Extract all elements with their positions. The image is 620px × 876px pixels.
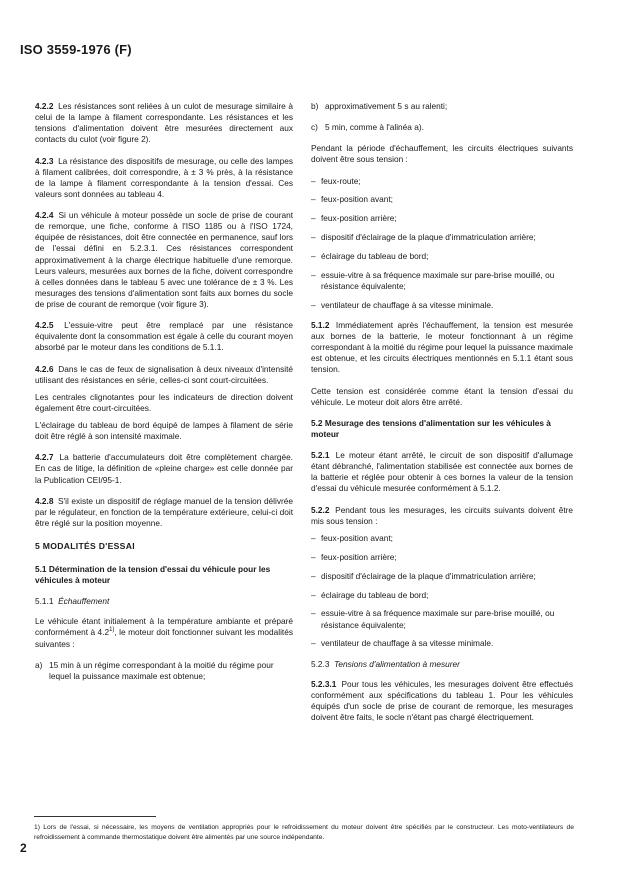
clause-4-2-3 bbox=[35, 156, 293, 200]
paragraph: Les centrales clignotantes pour les indicateurs de direction doivent également être court-circuitées. bbox=[35, 391, 293, 413]
clause-5-1-2 bbox=[311, 320, 573, 375]
clause-4-2-2 bbox=[35, 101, 293, 145]
item-label: b) bbox=[311, 101, 319, 111]
clause-text: S'il existe un dispositif de réglage manuel de la tension délivrée par le régulateur, en fonction de la température extérieure, celui-ci doit être réglé sur la position moyenne. bbox=[35, 495, 293, 529]
list-item: – ventilateur de chauffage à sa vitesse minimale. bbox=[311, 638, 573, 649]
text-span: , le moteur doit fonctionner suivant les modalités suivantes : bbox=[35, 627, 293, 649]
clause-number: 4.2.3 bbox=[35, 155, 54, 166]
circuit-list-2 bbox=[311, 533, 573, 650]
subsection-number: 5.1.1 bbox=[35, 596, 54, 607]
clause-number: 4.2.4 bbox=[35, 210, 54, 221]
subsection-5-2-3 bbox=[311, 659, 573, 670]
clause-number: 4.2.8 bbox=[35, 495, 54, 506]
list-item: – essuie-vitre à sa fréquence maximale sur pare-brise mouillé, ou résistance équivalente; bbox=[311, 608, 573, 630]
list-item-a bbox=[35, 660, 293, 682]
clause-4-2-5 bbox=[35, 320, 293, 353]
subsection-5-1-1 bbox=[35, 596, 293, 607]
list-item: – feux-route; bbox=[311, 176, 573, 187]
section-heading-5-2: 5.2 Mesurage des tensions d'alimentation sur les véhicules à moteur bbox=[311, 418, 551, 440]
list-item: – éclairage du tableau de bord; bbox=[311, 590, 573, 601]
subsection-number: 5.2.3 bbox=[311, 658, 330, 669]
footnote-divider bbox=[34, 816, 156, 817]
list-item: – dispositif d'éclairage de la plaque d'immatriculation arrière; bbox=[311, 571, 573, 582]
clause-5-2-1 bbox=[311, 450, 573, 494]
clause-text: Pendant tous les mesurages, les circuits suivants doivent être mis sous tension : bbox=[311, 504, 573, 526]
clause-number: 4.2.5 bbox=[35, 320, 54, 331]
section-heading-5: 5 MODALITÉS D'ESSAI bbox=[35, 541, 135, 552]
paragraph: L'éclairage du tableau de bord équipé de lampes à filament de série doit être réglé à son intensité maximale. bbox=[35, 420, 293, 442]
clause-4-2-7 bbox=[35, 452, 293, 485]
clause-text: Dans le cas de feux de signalisation à deux niveaux d'intensité utilisant des résistances en série, celles-ci sont court-circuitées. bbox=[35, 363, 293, 385]
paragraph bbox=[35, 616, 293, 649]
item-text: approximativement 5 s au ralenti; bbox=[325, 101, 448, 111]
clause-text: La batterie d'accumulateurs doit être complètement chargée. En cas de litige, la définition de «pleine charge» est celle donnée par la Publication CEI/95-1. bbox=[35, 452, 293, 485]
item-text: 15 min à un régime correspondant à la moitié du régime pour lequel la puissance maximale est obtenue; bbox=[49, 659, 274, 681]
clause-5-2-2 bbox=[311, 505, 573, 527]
clause-number: 5.2.3.1 bbox=[311, 678, 337, 689]
circuit-list-1 bbox=[311, 176, 573, 312]
item-text: 5 min, comme à l'alinéa a). bbox=[325, 122, 424, 133]
item-label: c) bbox=[311, 122, 318, 133]
page-number: 2 bbox=[20, 841, 27, 855]
clause-text: Le moteur étant arrêté, le circuit de son dispositif d'allumage étant débranché, l'alimentation stabilisée est connectée aux bornes de la batterie et réglée pour obtenir à ces bornes la valeur de la tension d'essai du véhicule mesurée conformément à 5.1.2. bbox=[311, 450, 573, 494]
list-item-b bbox=[311, 101, 573, 112]
clause-text: Si un véhicule à moteur possède un socle de prise de courant de remorque, une fiche, conforme à l'ISO 1185 ou à l'ISO 1724, équipée de résistances, doit être connectée en permanence, sauf lors de l'essai défini en 5.2.3.1. Ces résistances correspondent approximativement à la charge électrique habituelle d'une remorque. Leurs valeurs, mesurées aux bornes de la fiche, doivent correspondre à celles données dans le tableau 5 avec une tolérance de ± 3 %. Les mesurages des tensions d'alimentation sont faits aux bornes du socle de prise de courant de remorque (voir figure 3). bbox=[35, 210, 293, 309]
right-column bbox=[311, 101, 573, 733]
clause-4-2-8 bbox=[35, 496, 293, 529]
list-item: – éclairage du tableau de bord; bbox=[311, 251, 573, 262]
clause-text: Pour tous les véhicules, les mesurages doivent être effectués conformément aux spécifications du tableau 1. Pour les véhicules équipés d'un socle de prise de courant de remorque, les mesurages doivent être faits, le socle n'étant pas chargé électriquement. bbox=[311, 678, 573, 722]
list-item: – dispositif d'éclairage de la plaque d'immatriculation arrière; bbox=[311, 232, 573, 243]
list-item: – feux-position avant; bbox=[311, 194, 573, 205]
list-item: – ventilateur de chauffage à sa vitesse minimale. bbox=[311, 300, 573, 311]
list-item: – feux-position arrière; bbox=[311, 213, 573, 224]
clause-text: La résistance des dispositifs de mesurage, ou celle des lampes à filament calibrées, doit correspondre, à ± 3 % près, à la résistance de la lampe à filament correspondante à la tension d'essai. Ces valeurs sont données au tableau 4. bbox=[35, 155, 293, 199]
document-id-header: ISO 3559-1976 (F) bbox=[20, 42, 132, 57]
clause-text: L'essuie-vitre peut être remplacé par une résistance équivalente dont la consommation est égale à celle du courant moyen absorbé par le moteur dans les conditions de 5.1.1. bbox=[35, 320, 293, 353]
clause-number: 5.2.1 bbox=[311, 450, 330, 461]
list-item: – feux-position avant; bbox=[311, 533, 573, 544]
clause-4-2-4 bbox=[35, 210, 293, 310]
left-column bbox=[35, 101, 293, 691]
clause-number: 4.2.2 bbox=[35, 101, 54, 111]
clause-number: 5.2.2 bbox=[311, 504, 330, 515]
clause-text: Les résistances sont reliées à un culot de mesurage similaire à celui de la lampe à filament correspondante. Les résistances et les tensions d'alimentation doivent être mesurées directement aux contacts du culot (voir figure 2). bbox=[35, 101, 293, 145]
paragraph: Pendant la période d'échauffement, les circuits électriques suivants doivent être sous tension : bbox=[311, 143, 573, 165]
clause-number: 4.2.6 bbox=[35, 363, 54, 374]
clause-number: 5.1.2 bbox=[311, 320, 330, 331]
footnote-ref: 1) bbox=[109, 627, 115, 634]
text-span: Le véhicule étant initialement à la température ambiante et préparé conformément à 4.2 bbox=[35, 616, 293, 638]
list-item: – essuie-vitre à sa fréquence maximale sur pare-brise mouillé, ou résistance équivalente; bbox=[311, 270, 573, 292]
clause-text: Immédiatement après l'échauffement, la tension est mesurée aux bornes de la batterie, le moteur fonctionnant à un régime correspondant à la moitié du régime pour lequel la puissance maximale est obtenue, et les circuits électriques mentionnés en 5.1.1 étant sous tension. bbox=[311, 320, 573, 375]
footnote: 1) Lors de l'essai, si nécessaire, les moyens de ventilation appropriés pour le refroidissement du moteur doivent être spécifiés par le constructeur. Les moto-ventilateurs de refroidissement à commande thermostatique doivent être alimentés par une source indépendante. bbox=[34, 824, 574, 841]
clause-5-2-3-1 bbox=[311, 679, 573, 723]
list-item: – feux-position arrière; bbox=[311, 552, 573, 563]
clause-4-2-6 bbox=[35, 364, 293, 386]
paragraph: Cette tension est considérée comme étant la tension d'essai du véhicule. Le moteur doit alors être arrêté. bbox=[311, 385, 573, 407]
item-label: a) bbox=[35, 659, 43, 670]
subsection-title: Échauffement bbox=[58, 596, 110, 607]
list-item-c bbox=[311, 122, 573, 133]
section-heading-5-1: 5.1 Détermination de la tension d'essai du véhicule pour les véhicules à moteur bbox=[35, 564, 271, 586]
clause-number: 4.2.7 bbox=[35, 452, 54, 463]
subsection-title: Tensions d'alimentation à mesurer bbox=[334, 658, 460, 669]
